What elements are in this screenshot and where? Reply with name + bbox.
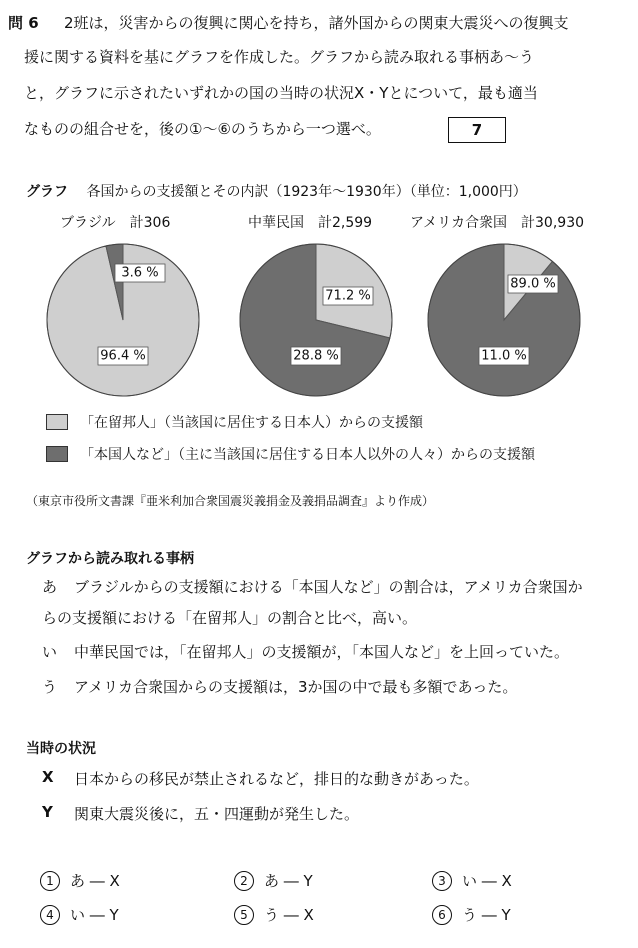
choice-3[interactable] [432, 870, 512, 891]
pie-label-china-zairyu: 28.8 % [293, 348, 339, 364]
fact-a-line-2: らの支援額における「在留邦人」の割合と比べ，高い。 [42, 609, 418, 627]
situation-heading: 当時の状況 [26, 741, 96, 757]
choice-2-number: 2 [234, 871, 254, 891]
fact-u-line-1: アメリカ合衆国からの支援額は，3か国の中で最も多額であった。 [74, 678, 518, 696]
choice-1-number: 1 [40, 871, 60, 891]
pie-title-usa: アメリカ合衆国 計30,930 [410, 215, 585, 231]
fact-mark-u: う [42, 678, 58, 696]
question-line-3: と，グラフに示されたいずれかの国の当時の状況X・Yとについて，最も適当 [24, 84, 538, 102]
choice-6-text: う ― Y [462, 906, 511, 924]
graph-caption: 各国からの支援額とその内訳（1923年～1930年）（単位：1,000円） [86, 184, 527, 200]
pie-title-china: 中華民国 計2,599 [248, 215, 373, 231]
choice-4-text: い ― Y [70, 906, 119, 924]
choice-4-number: 4 [40, 905, 60, 925]
choice-2[interactable] [234, 870, 313, 891]
choice-6[interactable] [432, 904, 511, 925]
choice-1-text: あ ― X [70, 872, 120, 890]
situation-mark-x: X [42, 768, 54, 786]
question-line-1: 2班は，災害からの復興に関心を持ち，諸外国からの関東大震災への復興支 [64, 14, 569, 32]
choice-4[interactable] [40, 904, 119, 925]
question-number: 問 6 [8, 14, 39, 32]
pie-label-china-honkoku: 71.2 % [325, 288, 371, 304]
pie-label-brazil-honkoku: 3.6 % [121, 265, 159, 281]
choice-3-number: 3 [432, 871, 452, 891]
fact-mark-i: い [42, 643, 58, 661]
choice-1[interactable] [40, 870, 120, 891]
source-note: （東京市役所文書課『亜米利加合衆国震災義捐金及義捐品調査』より作成） [26, 494, 435, 508]
fact-i-line-1: 中華民国では，「在留邦人」の支援額が，「本国人など」を上回っていた。 [74, 643, 570, 661]
legend-item-zairyu [46, 412, 423, 432]
legend-item-honkoku [46, 444, 535, 464]
legend-swatch-honkoku [46, 446, 68, 462]
choice-5-number: 5 [234, 905, 254, 925]
choice-5[interactable] [234, 904, 314, 925]
legend-swatch-zairyu [46, 414, 68, 430]
pie-label-usa-honkoku: 89.0 % [510, 276, 556, 292]
pie-charts [0, 0, 638, 420]
fact-a-line-1: ブラジルからの支援額における「本国人など」の割合は，アメリカ合衆国か [74, 578, 583, 596]
question-line-4: なものの組合せを，後の①～⑥のうちから一つ選べ。 [24, 120, 381, 138]
fact-mark-a: あ [42, 578, 58, 596]
legend-label-honkoku: 「本国人など」（主に当該国に居住する日本人以外の人々）からの支援額 [80, 447, 535, 463]
situation-mark-y: Y [42, 803, 53, 821]
choice-2-text: あ ― Y [264, 872, 313, 890]
choice-5-text: う ― X [264, 906, 314, 924]
pie-label-brazil-zairyu: 96.4 % [100, 348, 146, 364]
pie-label-usa-zairyu: 11.0 % [481, 348, 527, 364]
graph-label: グラフ [26, 184, 68, 200]
question-line-2: 援に関する資料を基にグラフを作成した。グラフから読み取れる事柄あ～う [24, 48, 535, 66]
choice-3-text: い ― X [462, 872, 512, 890]
facts-heading: グラフから読み取れる事柄 [26, 551, 194, 567]
choice-6-number: 6 [432, 905, 452, 925]
situation-x-text: 日本からの移民が禁止されるなど，排日的な動きがあった。 [74, 770, 479, 788]
legend-label-zairyu: 「在留邦人」（当該国に居住する日本人）からの支援額 [80, 415, 423, 431]
answer-box[interactable]: 7 [448, 117, 506, 143]
pie-slice-usa-honkoku [428, 244, 580, 396]
pie-title-brazil: ブラジル 計306 [60, 215, 171, 231]
situation-y-text: 関東大震災後に，五・四運動が発生した。 [74, 805, 360, 823]
